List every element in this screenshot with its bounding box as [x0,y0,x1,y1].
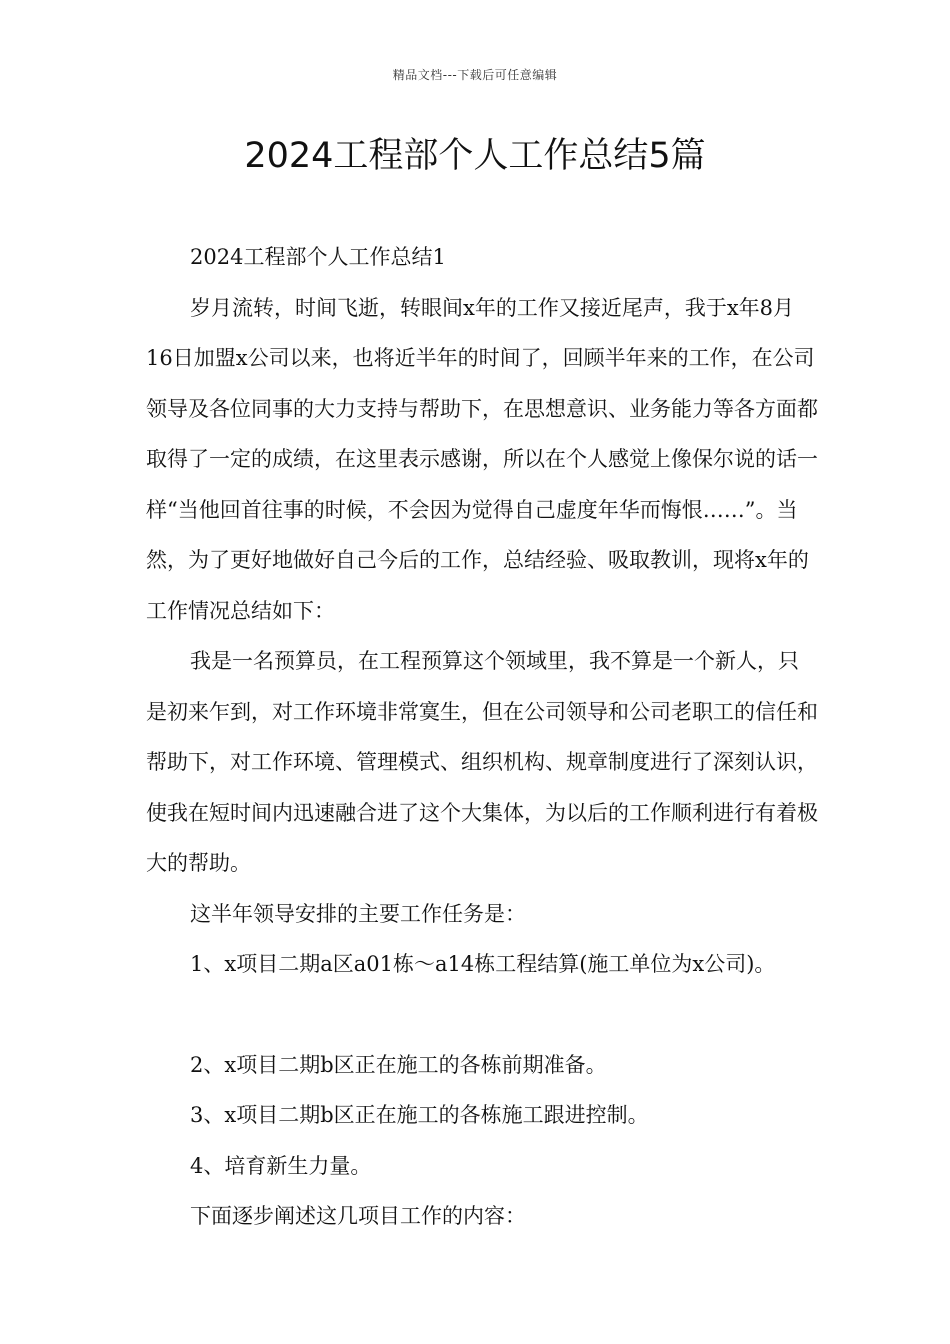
document-title: 2024工程部个人工作总结5篇 [244,136,706,176]
paragraph: 我是一名预算员，在工程预算这个领域里，我不算是一个新人，只是初来乍到，对工作环境非常寞生，但在公司领导和公司老职工的信任和帮助下，对工作环境、管理模式、组织机构、规章制度进行了深刻认识，使我在短时间内迅速融合进了这个大集体，为以后的工作顺利进行有着极大的帮助。 [146,649,818,875]
task-item: 2、x项目二期b区正在施工的各栋前期准备。 [190,1052,607,1077]
closing-line: 下面逐步阐述这几项目工作的内容： [190,1204,526,1228]
task-item: 3、x项目二期b区正在施工的各栋施工跟进控制。 [190,1103,649,1127]
task-item: 4、培育新生力量。 [190,1153,372,1178]
paragraph: 这半年领导安排的主要工作任务是： [190,901,526,926]
task-item: 1、x项目二期a区a01栋～a14栋工程结算(施工单位为x公司)。 [190,952,776,976]
paragraph: 岁月流转，时间飞逝，转眼间x年的工作又接近尾声，我于x年8月16日加盟x公司以来，也将近半年的时间了，回顾半年来的工作，在公司领导及各位同事的大力支持与帮助下，在思想意识、业务能力等各方面都取得了一定的成绩，在这里表示感谢，所以在个人感觉上像保尔说的话一样“当他回首往事的时候，不会因为觉得自己虚度年华而悔恨……”。当然，为了更好地做好自己今后的工作，总结经验、吸取教训，现将x年的工作情况总结如下： [146,295,818,623]
header-note: 精品文档---下载后可任意编辑 [392,68,558,82]
section-heading: 2024工程部个人工作总结1 [190,245,446,269]
document-body [146,232,818,1242]
